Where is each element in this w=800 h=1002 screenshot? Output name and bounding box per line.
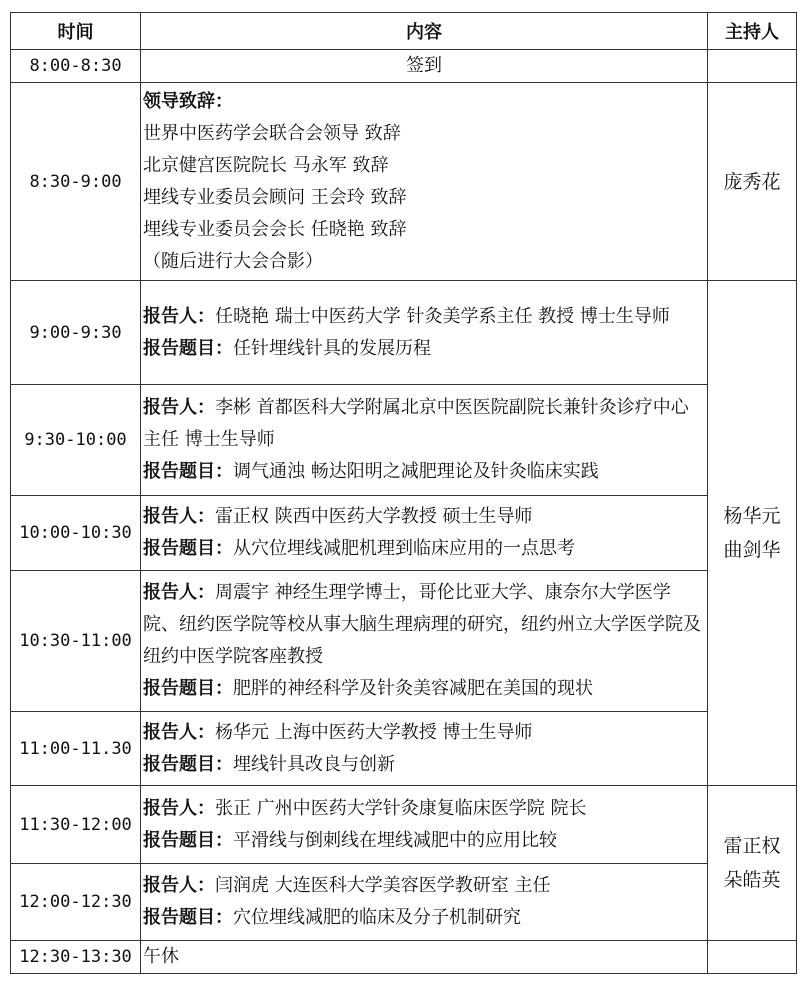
topic-text: 从穴位埋线减肥机理到临床应用的一点思考 <box>233 538 575 559</box>
host-name: 庞秀花 <box>723 170 781 193</box>
host-cell <box>708 786 797 941</box>
content-cell <box>141 281 708 385</box>
speaker-text: 李彬 首都医科大学附属北京中医医院副院长兼针灸诊疗中心主任 博士生导师 <box>143 397 689 450</box>
content-line: 北京健宫医院院长 马永军 致辞 <box>143 154 389 176</box>
host-name: 曲剑华 <box>723 539 781 561</box>
speaker-text: 任晓艳 瑞士中医药大学 针灸美学系主任 教授 博士生导师 <box>215 305 670 327</box>
time-cell: 8:30-9:00 <box>11 83 141 281</box>
topic-label: 报告题目： <box>143 678 233 699</box>
host-cell <box>708 50 797 83</box>
content-line: （随后进行大会合影） <box>143 250 323 272</box>
content-cell <box>141 864 708 941</box>
table-row <box>11 50 797 83</box>
time-cell: 10:00-10:30 <box>11 496 141 571</box>
host-cell <box>708 281 797 786</box>
table-row <box>11 385 797 496</box>
speaker-label: 报告人： <box>143 721 215 743</box>
topic-text: 调气通浊 畅达阳明之减肥理论及针灸临床实践 <box>233 461 599 482</box>
content-cell <box>141 712 708 786</box>
topic-label: 报告题目： <box>143 829 233 851</box>
table-row <box>11 712 797 786</box>
topic-text: 任针埋线针具的发展历程 <box>233 337 431 359</box>
header-host: 主持人 <box>708 13 797 50</box>
time-cell: 9:00-9:30 <box>11 281 141 385</box>
content-cell <box>141 83 708 281</box>
table-row <box>11 941 797 974</box>
content-line: 埋线专业委员会会长 任晓艳 致辞 <box>143 218 407 240</box>
table-row <box>11 571 797 712</box>
speaker-label: 报告人： <box>143 875 215 896</box>
speaker-label: 报告人： <box>143 305 215 327</box>
time-cell: 11:00-11.30 <box>11 712 141 786</box>
speaker-text: 雷正权 陕西中医药大学教授 硕士生导师 <box>215 506 533 527</box>
speaker-text: 周震宇 神经生理学博士，哥伦比亚大学、康奈尔大学医学院、纽约医学院等校从事大脑生理病理的研究，纽约州立大学医学院及纽约中医学院客座教授 <box>143 582 701 667</box>
content-cell <box>141 571 708 712</box>
topic-label: 报告题目： <box>143 753 233 775</box>
table-row <box>11 864 797 941</box>
host-cell <box>708 83 797 281</box>
time-cell: 12:00-12:30 <box>11 864 141 941</box>
topic-text: 穴位埋线减肥的临床及分子机制研究 <box>233 907 521 928</box>
table-row <box>11 496 797 571</box>
content-line: 埋线专业委员会顾问 王会玲 致辞 <box>143 186 407 208</box>
time-cell: 12:30-13:30 <box>11 941 141 974</box>
host-name: 朵皓英 <box>723 869 781 891</box>
content-cell <box>141 385 708 496</box>
table-row <box>11 83 797 281</box>
content-cell: 签到 <box>141 50 708 83</box>
time-cell: 10:30-11:00 <box>11 571 141 712</box>
schedule-table <box>10 12 797 974</box>
content-cell: 午休 <box>141 941 708 974</box>
speaker-label: 报告人： <box>143 397 215 418</box>
content-cell <box>141 786 708 864</box>
host-name: 雷正权 <box>723 835 781 857</box>
header-content: 内容 <box>141 13 708 50</box>
speaker-label: 报告人： <box>143 582 215 603</box>
host-cell <box>708 941 797 974</box>
speaker-text: 张正 广州中医药大学针灸康复临床医学院 院长 <box>215 797 587 819</box>
topic-label: 报告题目： <box>143 907 233 928</box>
host-name: 杨华元 <box>723 505 781 527</box>
time-cell: 9:30-10:00 <box>11 385 141 496</box>
content-line: 世界中医药学会联合会领导 致辞 <box>143 122 401 144</box>
topic-label: 报告题目： <box>143 538 233 559</box>
topic-text: 肥胖的神经科学及针灸美容减肥在美国的现状 <box>233 678 593 699</box>
time-cell: 11:30-12:00 <box>11 786 141 864</box>
section-heading: 领导致辞： <box>143 90 233 112</box>
speaker-text: 杨华元 上海中医药大学教授 博士生导师 <box>215 721 533 743</box>
topic-label: 报告题目： <box>143 461 233 482</box>
content-cell <box>141 496 708 571</box>
speaker-label: 报告人： <box>143 797 215 819</box>
topic-label: 报告题目： <box>143 337 233 359</box>
speaker-text: 闫润虎 大连医科大学美容医学教研室 主任 <box>215 875 551 896</box>
topic-text: 埋线针具改良与创新 <box>233 753 395 775</box>
header-time: 时间 <box>11 13 141 50</box>
table-header-row <box>11 13 797 50</box>
time-cell: 8:00-8:30 <box>11 50 141 83</box>
topic-text: 平滑线与倒刺线在埋线减肥中的应用比较 <box>233 829 557 851</box>
table-row <box>11 281 797 385</box>
table-row <box>11 786 797 864</box>
speaker-label: 报告人： <box>143 506 215 527</box>
